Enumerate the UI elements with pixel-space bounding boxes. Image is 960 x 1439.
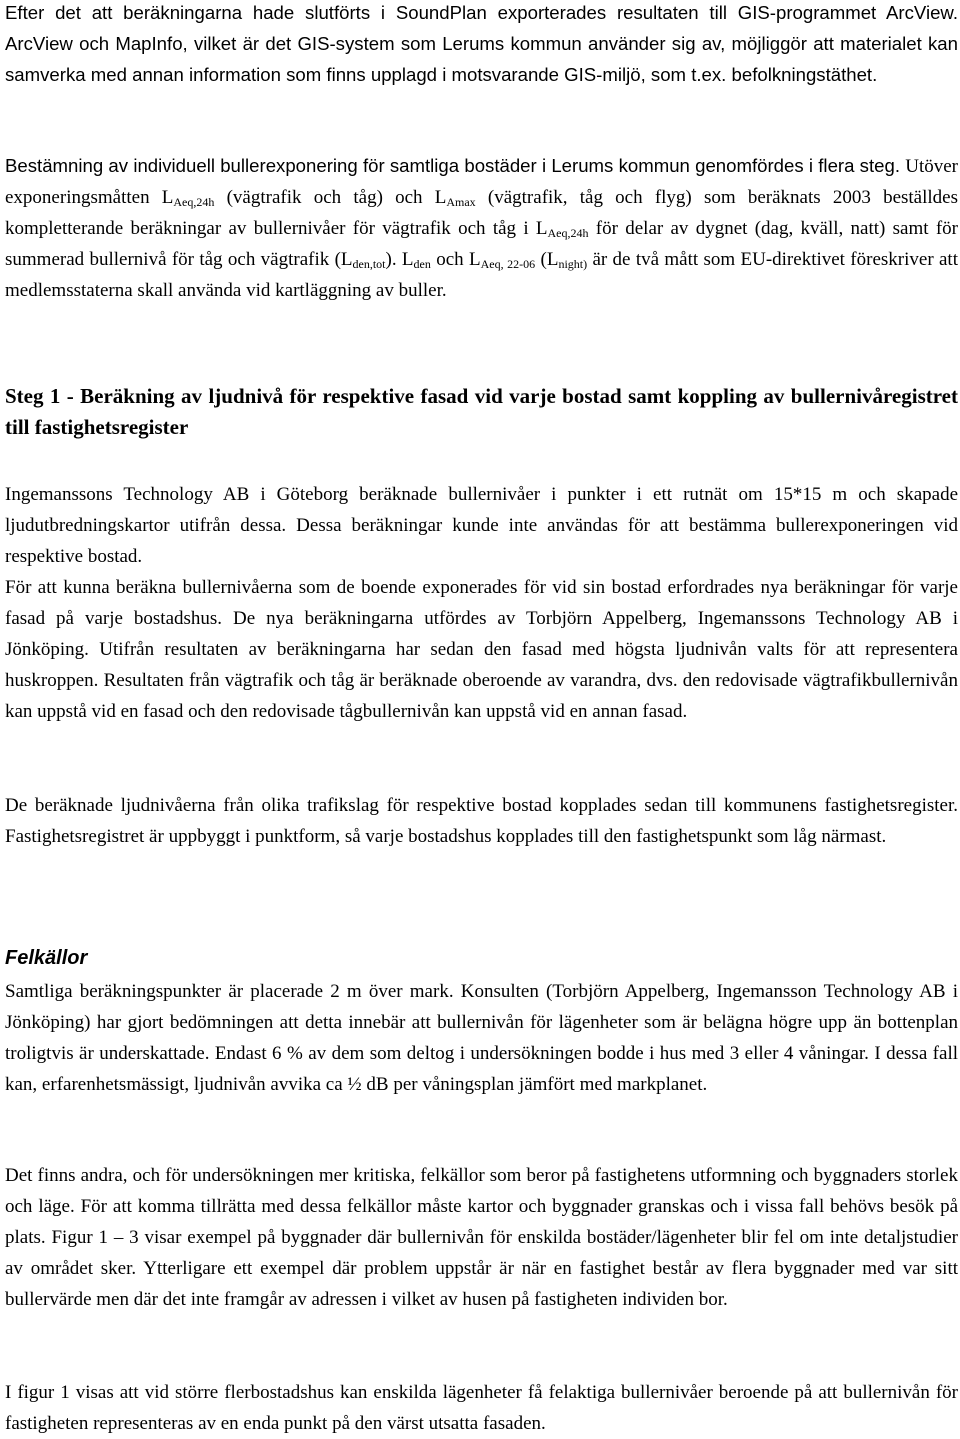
paragraph-figure-1: I figur 1 visas att vid större flerbostadshus kan enskilda lägenheter få felaktiga bullernivåer beroende på att bullernivån för fastigheten representeras av en enda punkt på den värst utsatta fasaden. (5, 1382, 958, 1434)
text-run: Utöver exponeringsmåtten L (5, 156, 958, 208)
text-run: och L (430, 249, 481, 270)
text-run: (vägtrafik, tåg och flyg) som beräknats 2003 beställdes kompletterande beräkningar av bullernivåer för vägtrafik och tåg i L (5, 187, 958, 239)
subscript: Amax (446, 195, 476, 209)
intro-paragraph: Efter det att beräkningarna hade slutförts i SoundPlan exporterades resultaten till GIS-programmet ArcView. ArcView och MapInfo, vilket är det GIS-system som Lerums kommun använder sig av, möjliggör att materialet kan samverka med annan information som finns upplagd i motsvarande GIS-miljö, som t.ex. befolkningstäthet. (5, 2, 958, 85)
section-heading-steg1: Steg 1 - Beräkning av ljudnivå för respektive fasad vid varje bostad samt koppling av bullernivåregistret till fastighetsregister (5, 384, 958, 439)
paragraph-error-sources: Det finns andra, och för undersökningen mer kritiska, felkällor som beror på fastighetens utformning och byggnaders storlek och läge. För att komma tillrätta med dessa felkällor måste kartor och byggnader granskas och i vissa fall behövs besök på plats. Figur 1 – 3 visar exempel på byggnader där bullernivån för enskilda bostäder/lägenheter blir fel om inte detaljstudier av området sker. Ytterligare ett exempel där problem uppstår är när en fastighet består av flera byggnader med var sitt bullervärde men där det inte framgår av adressen i vilket av husen på fastigheten individen bor. (5, 1165, 958, 1310)
paragraph-calculation-points: Samtliga beräkningspunkter är placerade 2 m över mark. Konsulten (Torbjörn Appelberg, Ingemansson Technology AB i Jönköping) har gjort bedömningen att detta innebär att bullernivån för lägenheter som är belägna högre upp än bottenplan troligtvis är underskattade. Endast 6 % av dem som deltog i undersökningen bodde i hus med 3 eller 4 våningar. I dessa fall kan, erfarenhetsmässigt, ljudnivån avvika ca ½ dB per våningsplan jämfört med markplanet. (5, 981, 958, 1095)
subscript: night) (558, 257, 588, 271)
text-run: (L (535, 249, 559, 270)
text-run: (vägtrafik och tåg) och L (214, 187, 447, 208)
paragraph-property-register: De beräknade ljudnivåerna från olika trafikslag för respektive bostad kopplades sedan till kommunens fastighetsregister. Fastighetsregistret är uppbyggt i punktform, så varje bostadshus kopplades till den fastighetspunkt som låg närmast. (5, 795, 958, 847)
subscript: den,tot (352, 257, 386, 271)
text-run: ). L (385, 249, 414, 270)
exposure-paragraph (5, 150, 958, 306)
text-run: är de två mått som EU-direktivet föreskriver att medlemsstaterna skall använda vid kartläggning av buller. (5, 249, 958, 301)
paragraph-facade-calculations: För att kunna beräkna bullernivåerna som de boende exponerades för vid sin bostad erfordrades nya beräkningar för varje fasad på varje bostadshus. De nya beräkningarna utfördes av Torbjörn Appelberg, Ingemanssons Technology AB i Jönköping. Utifrån resultaten av beräkningarna har sedan den fasad med högsta ljudnivån valts för att representera huskroppen. Resultaten från vägtrafik och tåg är beräknade oberoende av varandra, dvs. den redovisade vägtrafikbullernivån kan uppstå vid en fasad och den redovisade tågbullernivån kan uppstå vid en annan fasad. (5, 577, 958, 722)
subscript: Aeq,24h (547, 226, 589, 240)
section-heading-felkallor: Felkällor (5, 947, 88, 969)
subscript: Aeq,24h (173, 195, 215, 209)
paragraph-ingemanssons: Ingemanssons Technology AB i Göteborg beräknade bullernivåer i punkter i ett rutnät om 15*15 m och skapade ljudutbredningskartor utifrån dessa. Dessa beräkningar kunde inte användas för att bestämma bullerexponeringen vid respektive bostad. (5, 484, 958, 567)
exposure-paragraph-lead: Bestämning av individuell bullerexponering för samtliga bostäder i Lerums kommun genomfördes i flera steg. (5, 155, 906, 176)
subscript: Aeq, 22-06 (480, 257, 536, 271)
text-run: för delar av dygnet (dag, kväll, natt) samt för summerad bullernivå för tåg och vägtrafik (L (5, 218, 958, 270)
subscript: den (413, 257, 431, 271)
